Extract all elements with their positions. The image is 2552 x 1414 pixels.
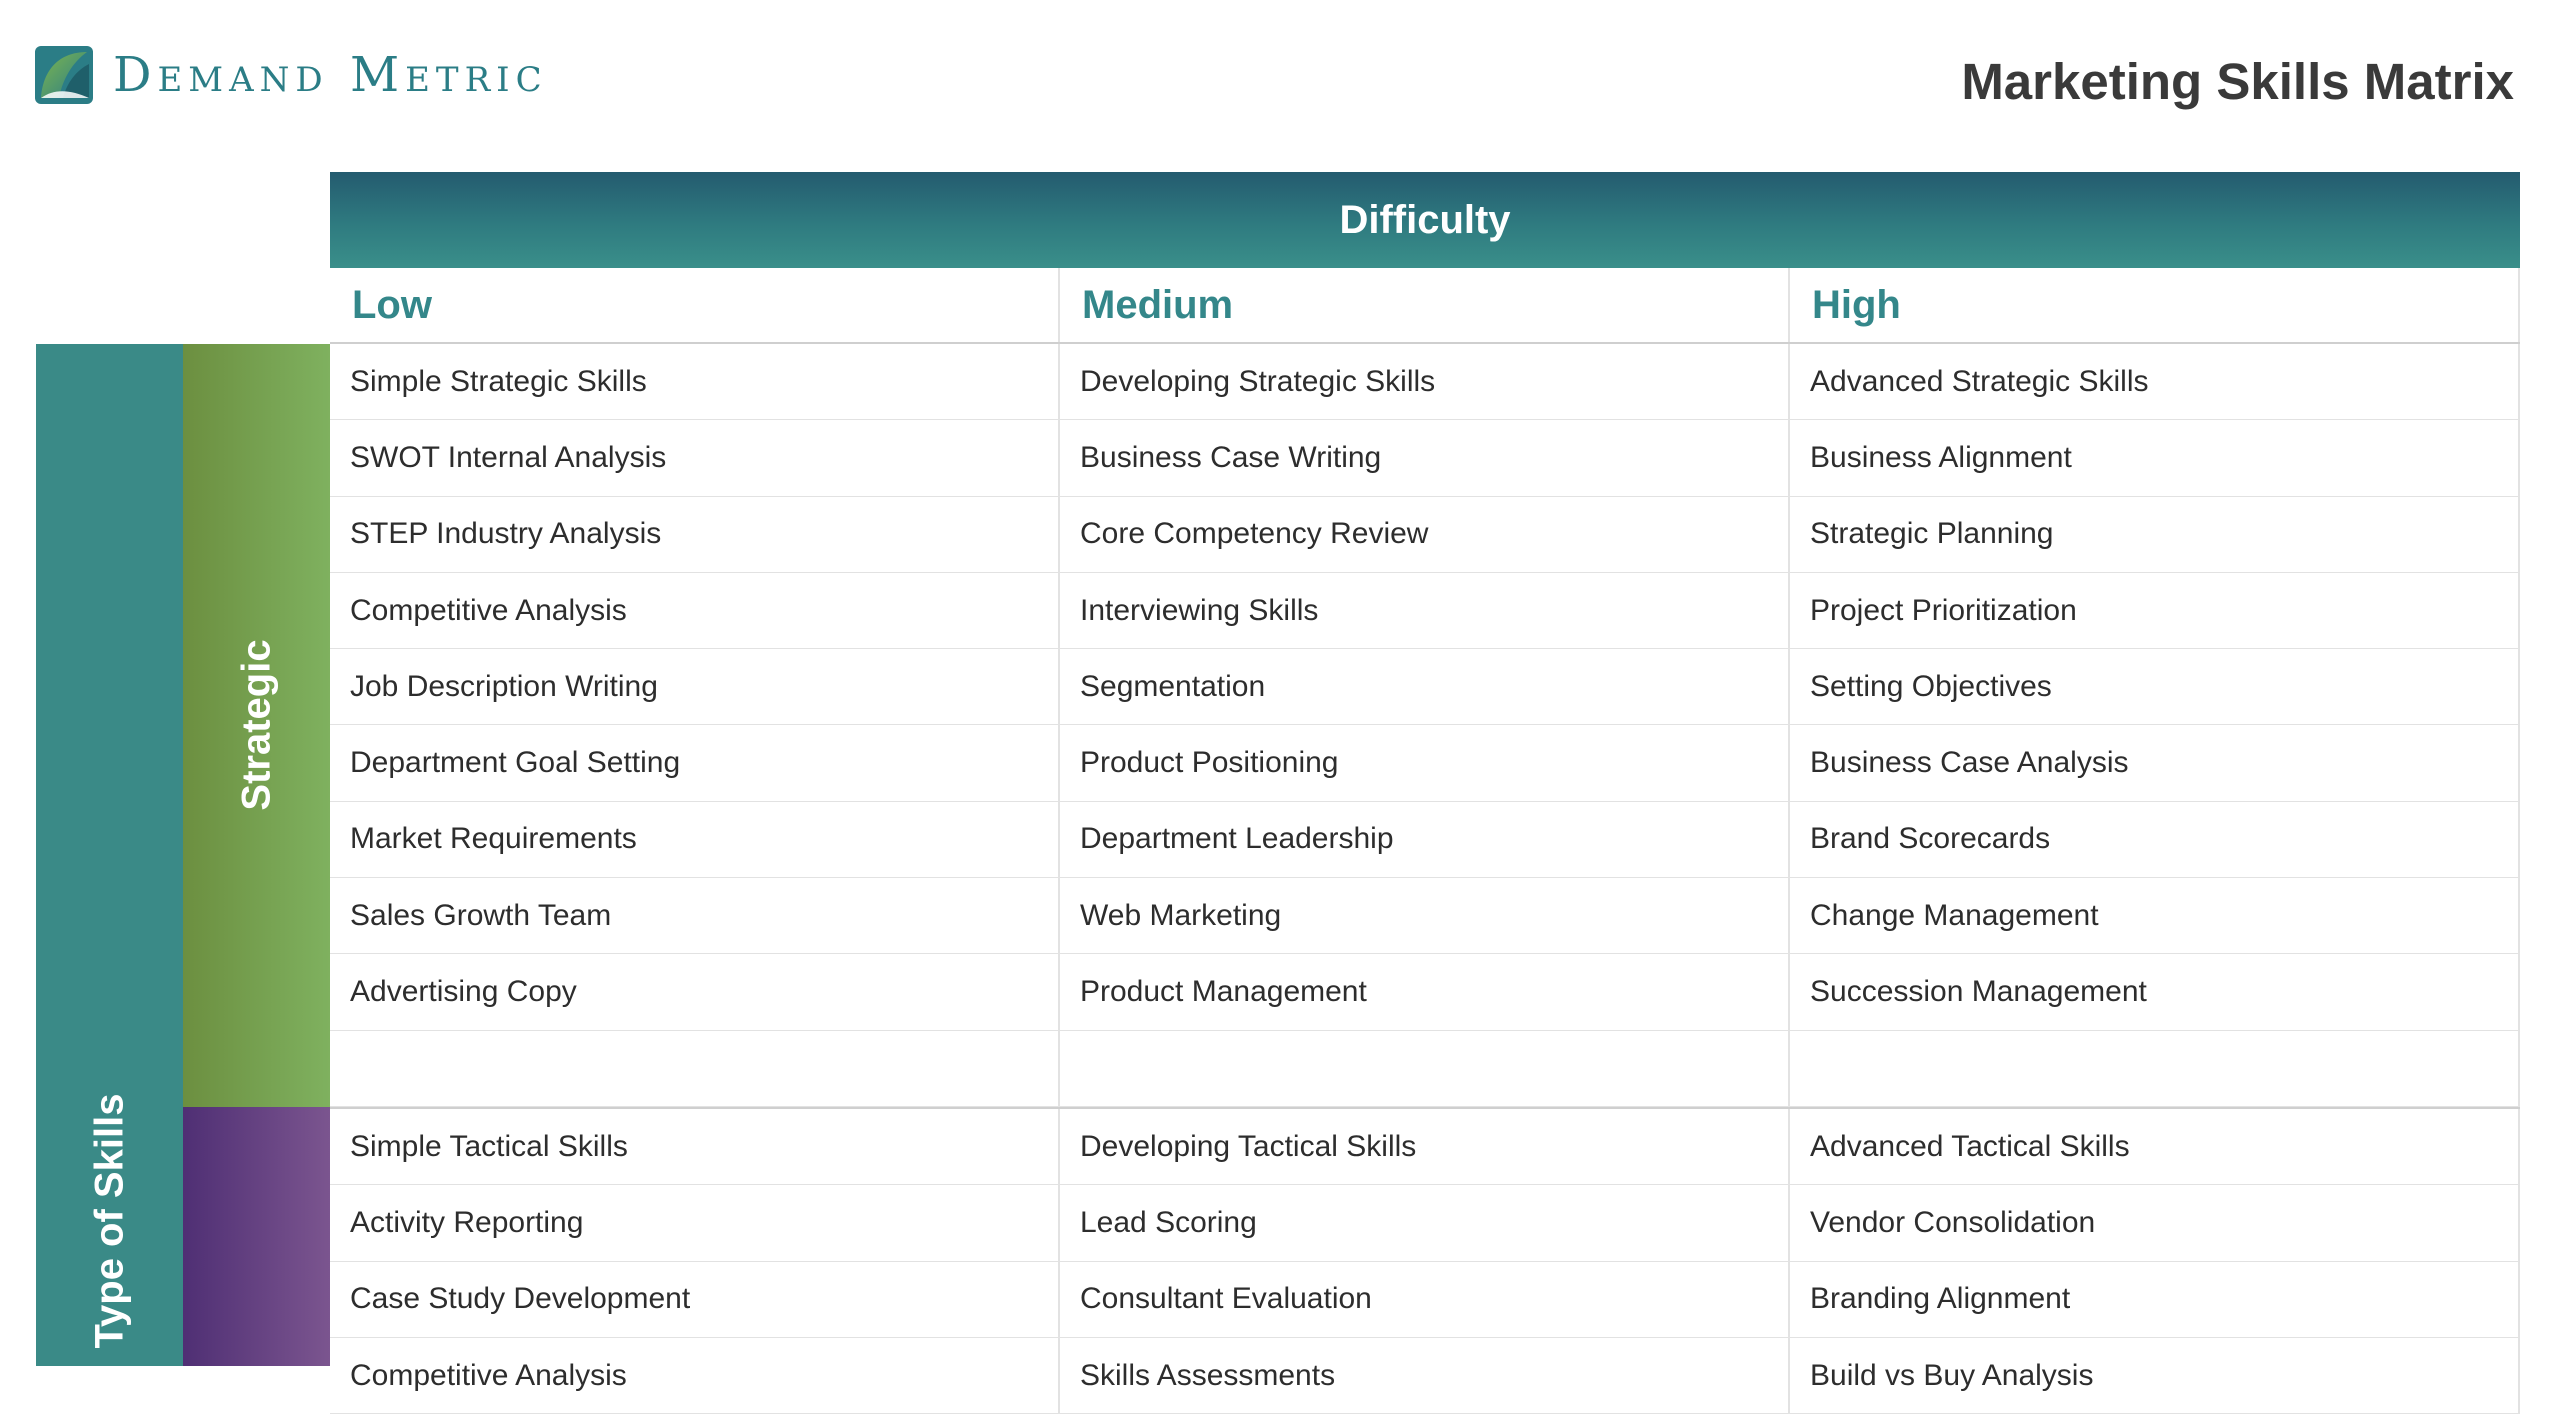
skill-cell: Developing Tactical Skills: [1060, 1109, 1790, 1184]
skill-cell: Branding Alignment: [1790, 1262, 2520, 1337]
skill-cell: [330, 1031, 1060, 1106]
skill-cell: Consultant Evaluation: [1060, 1262, 1790, 1337]
skill-cell: Advertising Copy: [330, 954, 1060, 1029]
skill-cell: Simple Tactical Skills: [330, 1109, 1060, 1184]
table-row: [330, 344, 2520, 420]
skill-cell: Sales Growth Team: [330, 878, 1060, 953]
skill-cell: Build vs Buy Analysis: [1790, 1338, 2520, 1413]
skill-cell: Advanced Strategic Skills: [1790, 344, 2520, 419]
skill-cell: Skills Assessments: [1060, 1338, 1790, 1413]
level-high: High: [1790, 268, 2520, 342]
table-row: [330, 1338, 2520, 1414]
skill-cell: Vendor Consolidation: [1790, 1185, 2520, 1260]
skill-cell: Web Marketing: [1060, 878, 1790, 953]
skill-cell: Product Positioning: [1060, 725, 1790, 800]
skill-cell: Succession Management: [1790, 954, 2520, 1029]
skill-cell: Core Competency Review: [1060, 497, 1790, 572]
page-title: Marketing Skills Matrix: [1961, 53, 2514, 110]
skill-cell: STEP Industry Analysis: [330, 497, 1060, 572]
skill-cell: Advanced Tactical Skills: [1790, 1109, 2520, 1184]
strategic-category-label: Strategic: [234, 639, 278, 811]
table-row: [330, 954, 2520, 1030]
difficulty-label: Difficulty: [1339, 197, 1511, 242]
strategic-category-band: [183, 344, 330, 1107]
skill-cell: Simple Strategic Skills: [330, 344, 1060, 419]
skill-cell: Business Case Analysis: [1790, 725, 2520, 800]
skill-cell: Competitive Analysis: [330, 1338, 1060, 1413]
skill-cell: Interviewing Skills: [1060, 573, 1790, 648]
skill-cell: Job Description Writing: [330, 649, 1060, 724]
skill-cell: Business Alignment: [1790, 420, 2520, 495]
tactical-skills-grid: [330, 1107, 2520, 1414]
table-row: [330, 1185, 2520, 1261]
table-row: [330, 573, 2520, 649]
type-of-skills-label: Type of Skills: [87, 1093, 131, 1349]
level-low: Low: [330, 268, 1060, 342]
table-row: [330, 725, 2520, 801]
skill-cell: Brand Scorecards: [1790, 802, 2520, 877]
difficulty-levels-row: [330, 268, 2520, 344]
skill-cell: Change Management: [1790, 878, 2520, 953]
skill-cell: [1790, 1031, 2520, 1106]
skill-cell: [1060, 1031, 1790, 1106]
skill-cell: Business Case Writing: [1060, 420, 1790, 495]
table-row: [330, 878, 2520, 954]
skill-cell: Developing Strategic Skills: [1060, 344, 1790, 419]
level-medium: Medium: [1060, 268, 1790, 342]
skill-cell: Product Management: [1060, 954, 1790, 1029]
skill-cell: Competitive Analysis: [330, 573, 1060, 648]
demand-metric-logo-mark-icon: [33, 44, 95, 106]
strategic-skills-grid: [330, 344, 2520, 1107]
difficulty-header: [330, 172, 2520, 268]
skill-cell: SWOT Internal Analysis: [330, 420, 1060, 495]
table-row: [330, 649, 2520, 725]
tactical-category-band: [183, 1107, 330, 1366]
type-of-skills-band: [36, 344, 183, 1366]
skill-cell: Activity Reporting: [330, 1185, 1060, 1260]
table-row: [330, 1109, 2520, 1185]
skill-cell: Strategic Planning: [1790, 497, 2520, 572]
table-row: [330, 420, 2520, 496]
skill-cell: Segmentation: [1060, 649, 1790, 724]
skill-cell: Department Leadership: [1060, 802, 1790, 877]
skill-cell: Lead Scoring: [1060, 1185, 1790, 1260]
skill-cell: Setting Objectives: [1790, 649, 2520, 724]
brand-logo: [33, 44, 548, 106]
skill-cell: Case Study Development: [330, 1262, 1060, 1337]
table-row: [330, 1262, 2520, 1338]
skill-cell: Department Goal Setting: [330, 725, 1060, 800]
table-row: [330, 497, 2520, 573]
skill-cell: Market Requirements: [330, 802, 1060, 877]
skill-cell: Project Prioritization: [1790, 573, 2520, 648]
table-row: [330, 1031, 2520, 1107]
brand-name: Demand Metric: [113, 47, 548, 103]
table-row: [330, 802, 2520, 878]
